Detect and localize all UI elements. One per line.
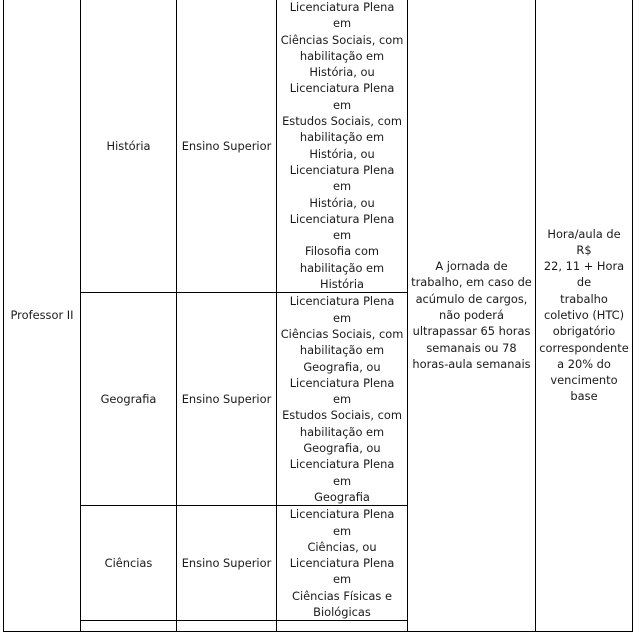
text-line: acúmulo de cargos, [415, 291, 528, 306]
text-line: habilitação em [299, 260, 385, 275]
text-line: Licenciatura Plena em [289, 457, 395, 488]
text-line: Licenciatura Plena em [289, 375, 395, 407]
empty-cell [81, 621, 177, 632]
disciplina-label: Geografia [100, 392, 157, 407]
text-line: Licenciatura Plena em [289, 211, 395, 243]
text-line: Licenciatura Plena em [289, 81, 395, 112]
disciplina-label: História [106, 138, 151, 153]
text-line: Biológicas [313, 604, 371, 619]
text-line: trabalho, em caso de [411, 275, 532, 290]
vencimento-text [536, 226, 632, 405]
text-line: correspondente [539, 340, 629, 355]
disciplina-cell [81, 0, 177, 293]
text-line: Licenciatura Plena em [289, 294, 395, 325]
text-line: Hora/aula de R$ [547, 226, 621, 257]
jornada-text [408, 258, 535, 372]
text-line: Ciências, ou [307, 539, 377, 554]
text-line: Licenciatura Plena em [289, 507, 395, 538]
requisitos-cell [277, 506, 408, 621]
disciplina-cell [81, 506, 177, 621]
disciplina-cell [81, 293, 177, 506]
text-line: A jornada de [435, 259, 508, 274]
text-line: História, ou [309, 146, 375, 161]
text-line: habilitação em [299, 343, 385, 358]
text-line: História, ou [309, 65, 375, 80]
vencimento-cell [536, 0, 633, 632]
table-row-historia [4, 0, 633, 293]
escolaridade-cell [177, 293, 277, 506]
text-line: Geografia, ou [303, 359, 381, 374]
text-line: a 20% do [557, 356, 611, 371]
text-line: habilitação em [299, 130, 385, 145]
text-line: habilitação em [299, 48, 385, 63]
text-line: Ciências Sociais, com [280, 326, 404, 341]
text-line: Licenciatura Plena em [289, 162, 395, 194]
requisitos-text [277, 293, 407, 505]
empty-cell [277, 621, 408, 632]
text-line: base [570, 389, 598, 404]
escolaridade-label: Ensino Superior [181, 556, 272, 571]
text-line: coletivo (HTC) [543, 307, 625, 322]
escolaridade-label: Ensino Superior [181, 392, 272, 407]
text-line: horas-aula semanais [412, 356, 531, 371]
text-line: não poderá [439, 307, 504, 322]
cargos-table [3, 0, 633, 632]
disciplina-label: Ciências [104, 556, 153, 571]
text-line: Licenciatura Plena em [289, 0, 395, 31]
text-line: Ciências Sociais, com [280, 32, 404, 47]
text-line: obrigatório [552, 324, 616, 339]
text-line: História [320, 277, 364, 292]
empty-cell [177, 621, 277, 632]
text-line: Filosofia com [304, 244, 380, 259]
text-line: trabalho [560, 291, 608, 306]
text-line: Ciências Físicas e [292, 588, 392, 603]
text-line: Geografia [314, 489, 370, 504]
text-line: Estudos Sociais, com [282, 114, 402, 129]
escolaridade-cell [177, 506, 277, 621]
text-line: 22, 11 + Hora de [543, 259, 625, 290]
requisitos-text [277, 506, 407, 620]
requisitos-cell [277, 0, 408, 293]
text-line: vencimento [550, 373, 618, 388]
cargo-cell [4, 0, 81, 632]
text-line: semanais ou 78 [426, 340, 517, 355]
text-line: Estudos Sociais, com [282, 408, 402, 423]
text-line: História, ou [309, 195, 375, 210]
escolaridade-cell [177, 0, 277, 293]
text-line: habilitação em [299, 424, 385, 439]
requisitos-cell [277, 293, 408, 506]
text-line: Licenciatura Plena em [289, 556, 395, 587]
escolaridade-label: Ensino Superior [181, 138, 272, 153]
text-line: Geografia, ou [303, 441, 381, 456]
text-line: ultrapassar 65 horas [412, 324, 531, 339]
jornada-cell [408, 0, 536, 632]
requisitos-text [277, 0, 407, 292]
cargo-label: Professor II [10, 307, 74, 322]
